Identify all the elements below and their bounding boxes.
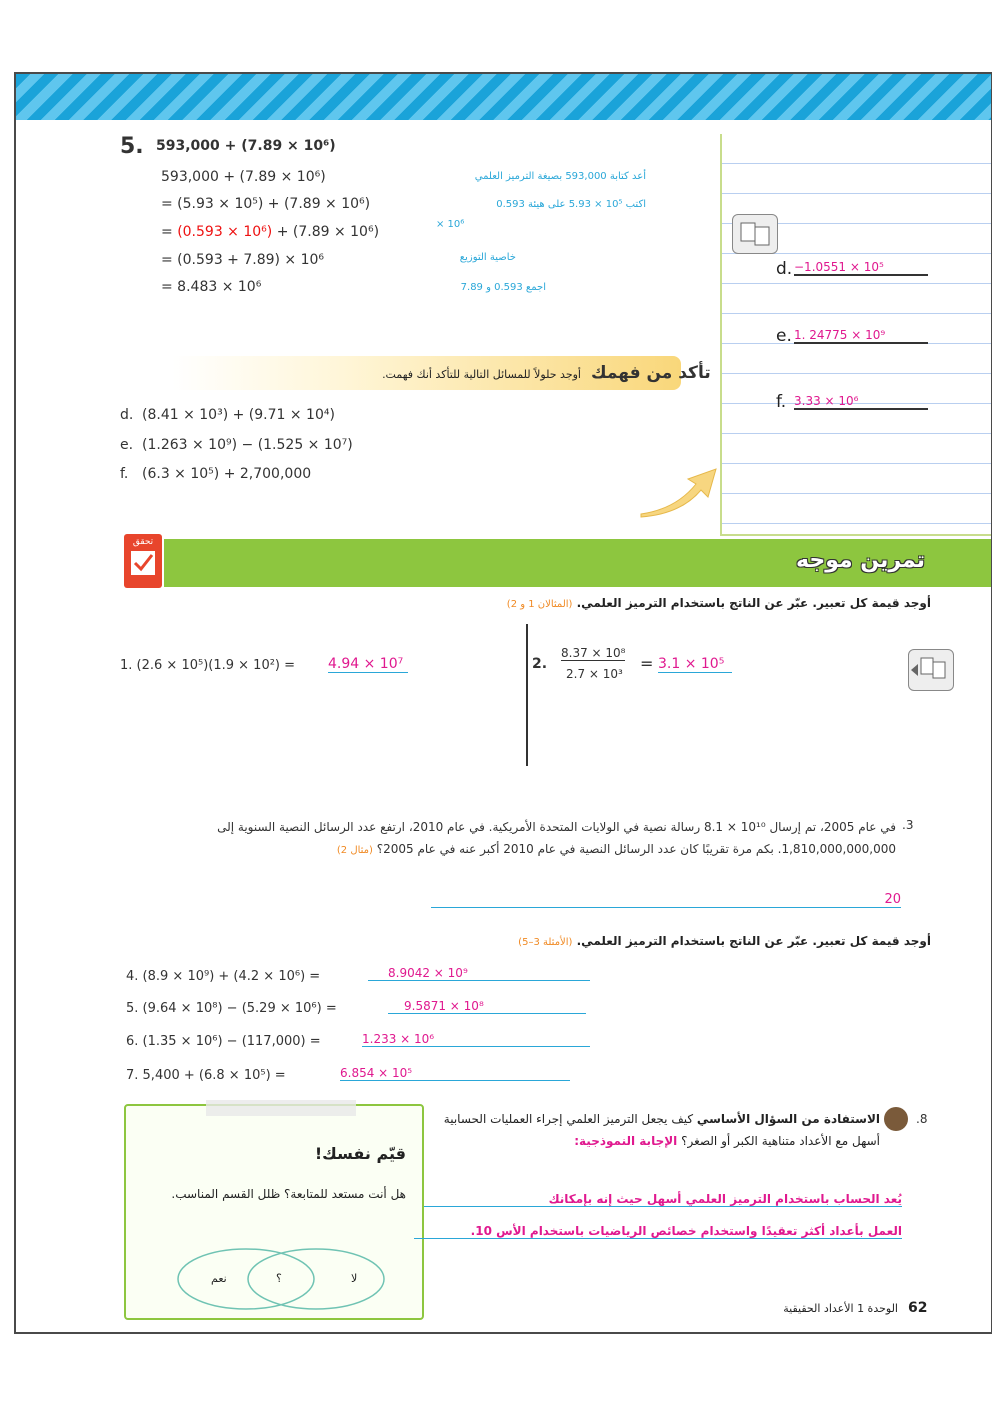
- p4-answer: 8.9042 × 10⁹: [368, 966, 590, 981]
- unit-label: الوحدة 1 الأعداد الحقيقية: [783, 1302, 898, 1315]
- nb-answer-d: −1.0551 × 10⁵: [794, 260, 928, 276]
- p3-num: .3: [902, 818, 914, 832]
- notebook-icon-small: [908, 649, 954, 691]
- guided-instruction2-line: [416, 934, 931, 948]
- check-f-expr: (6.3 × 10⁵) + 2,700,000: [142, 466, 312, 482]
- essential-question-icon: [884, 1107, 908, 1131]
- note-4: خاصية التوزيع: [459, 252, 516, 263]
- p8-answer-line1: يُعد الحساب باستخدام الترميز العلمي أسهل حيث إنه بإمكانك: [424, 1192, 902, 1207]
- p1-answer: 4.94 × 10⁷: [328, 656, 408, 673]
- nb-answer-f: 3.33 × 10⁶: [794, 394, 928, 410]
- check-badge: [124, 534, 162, 588]
- guided-title: تمرين موجه: [796, 548, 926, 573]
- nb-letter-f: f.: [776, 392, 787, 412]
- p2-equals: =: [640, 654, 654, 673]
- notebook-panel: [720, 134, 992, 536]
- p8-text: كيف يجعل الترميز العلمي إجراء العمليات الحسابية أسهل مع الأعداد متناهية الكبر أو الصغر؟: [443, 1112, 880, 1148]
- p5-answer: 9.5871 × 10⁸: [388, 999, 586, 1014]
- p5-expr: 5. (9.64 × 10⁸) − (5.29 × 10⁶) =: [126, 1001, 337, 1016]
- p6-answer: 1.233 × 10⁶: [362, 1032, 590, 1047]
- check-d-expr: (8.41 × 10³) + (9.71 × 10⁴): [142, 407, 335, 423]
- p8-answer-line2: العمل بأعداد أكثر تعقيدًا واستخدام خصائص الرياضيات باستخدام الأس 10.: [414, 1224, 902, 1239]
- p8-title: الاستفادة من السؤال الأساسي: [696, 1112, 880, 1126]
- venn-no: لا: [351, 1272, 358, 1285]
- check-e-letter: e.: [120, 437, 134, 453]
- self-question: هل أنت مستعد للمتابعة؟ ظلل القسم المناسب.: [171, 1187, 406, 1201]
- p4-expr: 4. (8.9 × 10⁹) + (4.2 × 10⁶) =: [126, 969, 321, 984]
- note-2: اكتب 10⁵ × 5.93 على هيئة 0.593: [496, 199, 646, 210]
- p3-ref: (مثال 2): [336, 845, 373, 856]
- guided-instruction2: أوجد قيمة كل تعبير. عبّر عن الناتج باستخدام الترميز العلمي.: [576, 934, 931, 948]
- p2-denominator: 2.7 × 10³: [566, 667, 623, 681]
- step-2: = (5.93 × 10⁵) + (7.89 × 10⁶): [161, 196, 371, 212]
- check-instruction: أوجد حلولاً للمسائل التالية للتأكد أنك فهمت.: [382, 368, 581, 381]
- guided-ref: (المثالان 1 و 2): [506, 599, 573, 610]
- guided-ref2: (الأمثلة 3–5): [518, 937, 573, 948]
- p1-expr: 1. (2.6 × 10⁵)(1.9 × 10²) =: [120, 658, 296, 673]
- p3-answer: 20: [431, 892, 901, 908]
- p2-num: 2.: [532, 656, 548, 672]
- p2-numerator: 8.37 × 10⁸: [561, 646, 626, 660]
- p7-answer: 6.854 × 10⁵: [340, 1066, 570, 1081]
- step-1: 593,000 + (7.89 × 10⁶): [161, 169, 326, 185]
- self-check-box: [124, 1104, 424, 1320]
- tape: [206, 1100, 356, 1116]
- p3-text: في عام 2005، تم إرسال 10¹⁰ × 8.1 رسالة نصية في الولايات المتحدة الأمريكية. في عام 2010، ارتفع عدد الرسائل النصية السنوية إلى 1,810,000,000,000. بكم مرة تقريبًا كان عدد الرسائل النصية في عام 2010 أكبر عنه في عام 2005؟: [217, 820, 896, 856]
- p6-expr: 6. (1.35 × 10⁶) − (117,000) =: [126, 1034, 321, 1049]
- arrow-icon: [636, 459, 726, 519]
- example-number: 5.: [120, 134, 144, 159]
- notebook-icon: [732, 214, 778, 254]
- note-3: × 10⁶: [436, 219, 465, 230]
- check-f-letter: f.: [120, 466, 129, 482]
- nb-answer-e: 1. 24775 × 10⁹: [794, 328, 928, 344]
- page-number: 62: [908, 1300, 928, 1316]
- divider: [526, 624, 528, 766]
- p7-expr: 7. 5,400 + (6.8 × 10⁵) =: [126, 1068, 286, 1083]
- p2-answer: 3.1 × 10⁵: [658, 656, 732, 673]
- step-3-highlight: (0.593 × 10⁶): [177, 224, 273, 240]
- self-title: قيّم نفسك!: [314, 1144, 406, 1163]
- step-5: = 8.483 × 10⁶: [161, 279, 262, 295]
- textbook-page: [14, 72, 992, 1334]
- p8-model: الإجابة النموذجية:: [574, 1134, 678, 1148]
- note-5: اجمع 0.593 و 7.89: [460, 282, 546, 293]
- step-3: = (0.593 × 10⁶) + (7.89 × 10⁶): [161, 224, 380, 240]
- check-d-letter: d.: [120, 407, 134, 423]
- nb-letter-e: e.: [776, 326, 792, 346]
- check-title: تأكد من فهمك: [591, 363, 711, 383]
- nb-letter-d: d.: [776, 259, 793, 279]
- note-1: أعد كتابة 593,000 بصيغة الترميز العلمي: [474, 171, 646, 182]
- guided-instruction: أوجد قيمة كل تعبير. عبّر عن الناتج باستخدام الترميز العلمي.: [576, 596, 931, 610]
- guided-instruction-line: [436, 596, 931, 610]
- p3-text-block: [136, 816, 896, 862]
- step-4: = (0.593 + 7.89) × 10⁶: [161, 252, 325, 268]
- check-e-expr: (1.263 × 10⁹) − (1.525 × 10⁷): [142, 437, 353, 453]
- check-badge-label: تحقق: [132, 537, 154, 547]
- top-banner: [16, 74, 991, 120]
- p8-num: .8: [916, 1112, 928, 1126]
- venn-yes: نعم: [211, 1272, 227, 1285]
- p8-block: [428, 1108, 880, 1152]
- example-problem: 593,000 + (7.89 × 10⁶): [156, 138, 336, 154]
- venn-mid: ؟: [276, 1272, 282, 1285]
- checkmark-icon: [124, 547, 162, 583]
